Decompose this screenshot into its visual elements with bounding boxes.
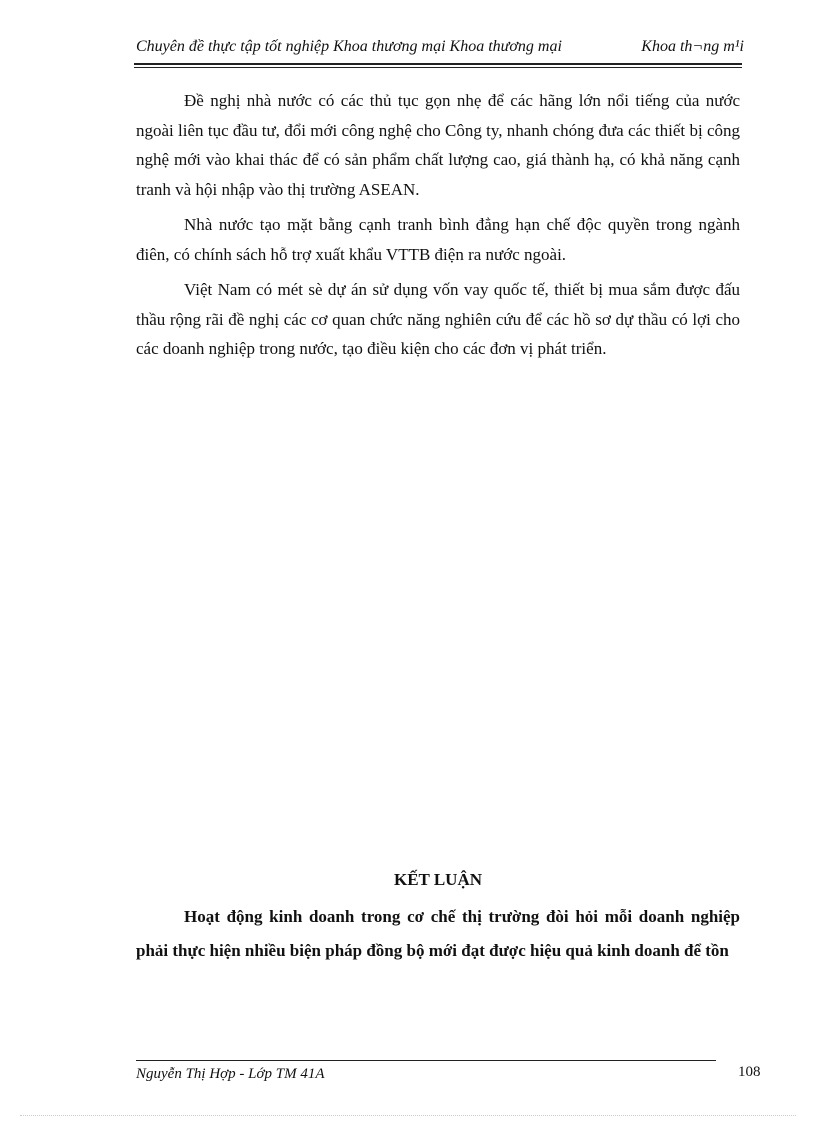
- paragraph: Việt Nam có mét sè dự án sử dụng vốn vay quốc tế, thiết bị mua sắm được đấu thầu rộng rãi đề nghị các cơ quan chức năng nghiên cứu để các hồ sơ dự thầu có lợi cho các doanh nghiệp trong nước, tạo điều kiện cho các đơn vị phát triển.: [136, 280, 740, 358]
- page-bottom-border: [20, 1115, 796, 1116]
- conclusion-title: KẾT LUẬN: [393, 870, 482, 889]
- paragraph: Đề nghị nhà nước có các thủ tục gọn nhẹ để các hãng lớn nổi tiếng của nước ngoài liên tục đầu tư, đổi mới công nghệ cho Công ty, nhanh chóng đưa các thiết bị công nghệ mới vào khai thác để có sản phẩm chất lượng cao, giá thành hạ, có khả năng cạnh tranh và hội nhập vào thị trường ASEAN.: [136, 91, 740, 199]
- page-header: [136, 38, 744, 60]
- footer-rule: [136, 1060, 716, 1061]
- conclusion-paragraph: Hoạt động kinh doanh trong cơ chế thị trường đòi hỏi mỗi doanh nghiệp phải thực hiện nhiều biện pháp đồng bộ mới đạt được hiệu quả kinh doanh để tồn: [136, 907, 740, 960]
- page-number: 108: [738, 1064, 761, 1080]
- body-text: [136, 86, 740, 370]
- header-department: Khoa th¬ng m¹i: [641, 38, 744, 55]
- paragraph: Nhà nước tạo mặt bằng cạnh tranh bình đẳng hạn chế độc quyền trong ngành điên, có chính sách hỗ trợ xuất khẩu VTTB điện ra nước ngoài.: [136, 215, 740, 264]
- header-title: Chuyên đề thực tập tốt nghiệp Khoa thương mại Khoa thương mại: [136, 38, 562, 55]
- header-rule-thin: [134, 67, 742, 68]
- header-rule-thick: [134, 63, 742, 65]
- conclusion-section: [136, 870, 740, 968]
- footer-author: Nguyễn Thị Hợp - Lớp TM 41A: [136, 1066, 325, 1082]
